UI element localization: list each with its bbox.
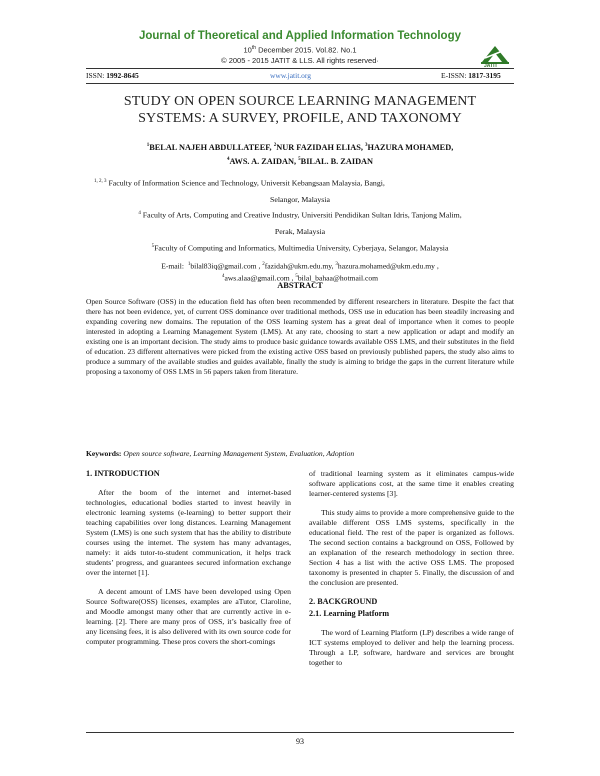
email-sup: 4 [221, 274, 225, 280]
abstract-heading: ABSTRACT [277, 281, 323, 290]
date-rest: December 2015. Vol.82. No.1 [256, 45, 357, 55]
keywords-text: Open source software, Learning Management System, Evaluation, Adoption [123, 449, 355, 458]
aff-line: Perak, Malaysia [274, 226, 326, 236]
abstract-text: Open Source Software (OSS) in the education field has often been recommended by different researchers in literature. Despite the fact that there has not been evidence, yet, of current OSS dominance over traditional methods, OSS use in education has been steadily increasing and expanding covering new domains. The reputation of the OSS learning system has a great deal of importance when it comes to people interested in adopting a Learning Management System (LMS). At any rate, choosing to start a new application or adapt and modify an existing one is an important decision. The study aims to produce basic guidance towards available OSS LMS, and their substitutes in the field of education. 23 different alternatives were picked from the existing active OSS based on previously published papers, the study also aims to produce a summary of the available studies and guides available, finally the study is aiming to bridge the gaps in the current literature while proposing a taxonomy of OSS LMS in 56 papers taken from literature. [86, 297, 514, 376]
paragraph: This study aims to provide a more comprehensive guide to the available different OSS LMS systems, specifically in the educational field. The rest of the paper is organized as follows. The second section contains a background on OSS, Followed by an explanation of the research methodology in section three. Section 4 has a list with the active OSS LMS. The proposed taxonomy is presented in chapter 5. Finally, the discussion of and the conclusion are presented. [309, 508, 514, 587]
email-link[interactable]: bilal_bahaa@hotmail.com [297, 273, 379, 283]
author-name: BELAL NAJEH ABDULLATEEF, [149, 142, 272, 152]
issn-label: ISSN: [86, 71, 107, 80]
email-label: E-mail: [161, 261, 185, 271]
issn [86, 71, 139, 80]
email-link[interactable]: bilal83iq@gmail.com , [190, 261, 261, 271]
aff-line: Faculty of Arts, Computing and Creative Industry, Universiti Pendidikan Sultan Idris, Tanjong Malim, [142, 210, 462, 220]
header-rule-top [86, 68, 514, 69]
email-sup: 1 [187, 262, 191, 267]
author-sup: 3 [365, 143, 368, 148]
email-sup: 5 [295, 274, 298, 280]
title-line-1: STUDY ON OPEN SOURCE LEARNING MANAGEMENT [123, 94, 477, 109]
eissn-value: 1817-3195 [468, 71, 501, 80]
aff-line: Faculty of Computing and Informatics, Multimedia University, Cyberjaya, Selangor, Malaysia [154, 243, 449, 253]
author-sup: 2 [273, 143, 277, 148]
author-name: HAZURA MOHAMED, [367, 142, 454, 152]
eissn-label: E-ISSN: [441, 71, 469, 80]
paragraph: After the boom of the internet and internet-based technologies, educational bodies started to invest heavily in electronic learning systems (e-learning) to better support their teaching capabilities over long distances. Learning Management System (LMS) is one such system that has the ability to distribute courses using the internet. The system has many advantages, namely: it aids tutor-to-student communication, it helps track students’ progress, and guarantees secured information exchange over the internet [1]. [86, 488, 291, 577]
website-link[interactable]: www.jatit.org [270, 71, 312, 80]
email-link[interactable]: aws.alaa@gmail.com , [224, 273, 294, 283]
date-day: 10 [243, 45, 252, 55]
logo-text: JATIT [484, 63, 498, 69]
date-sup: th [251, 45, 257, 51]
author-list [86, 140, 514, 168]
author-name: AWS. A. ZAIDAN, [229, 156, 297, 166]
email-sup: 2 [262, 262, 265, 267]
aff-sup: 1, 2, 3 [94, 179, 107, 184]
keywords [86, 449, 514, 458]
paragraph: The word of Learning Platform (LP) describes a wide range of ICT systems employed to deliver and help the learning process. Through a LP, software, hardware and services are brought together to [309, 628, 514, 667]
author-sup: 1 [146, 143, 150, 148]
aff-sup: 4 [138, 211, 141, 216]
aff-line: Faculty of Information Science and Technology, Universit Kebangsaan Malaysia, Bangi, [108, 178, 385, 188]
page-number: 93 [296, 737, 304, 746]
email-link[interactable]: fazidah@ukm.edu.my, [264, 261, 334, 271]
aff-line: Selangor, Malaysia [270, 194, 330, 204]
left-column [86, 469, 291, 656]
footer-rule [86, 732, 514, 733]
author-sup: 4 [226, 156, 230, 162]
paragraph: A decent amount of LMS have been developed using Open Source Software(OSS) licenses, examples are aTutor, Claroline, and Moodle amongst many other that are currently active in e-learning. [2]. There are many pros of OSS, it’s basically free of any licensing fees, it is also delivered with its own source code for computer programming. These pros covers the short-comings [86, 587, 291, 646]
journal-title: Journal of Theoretical and Applied Information Technology [138, 30, 462, 42]
author-sup: 5 [298, 156, 301, 162]
affiliation-3 [86, 241, 514, 254]
email-link[interactable]: hazura.mohamed@ukm.edu.my , [337, 261, 439, 271]
email-sup: 3 [335, 262, 338, 267]
section-heading-background: 2. BACKGROUND [309, 597, 378, 606]
affiliation-2 [86, 208, 514, 237]
copyright: © 2005 - 2015 JATIT & LLS. All rights reserved· [221, 56, 379, 65]
section-heading-introduction: 1. INTRODUCTION [86, 469, 160, 478]
paper-title [86, 93, 514, 127]
author-name: NUR FAZIDAH ELIAS, [276, 142, 363, 152]
keywords-label: Keywords: [86, 449, 122, 458]
right-column [309, 469, 514, 677]
eissn [441, 71, 501, 80]
aff-sup: 5 [151, 244, 155, 249]
subsection-heading-learning-platform: 2.1. Learning Platform [309, 609, 390, 618]
header-rule-bottom [86, 83, 514, 84]
affiliation-1 [86, 176, 514, 205]
paragraph: of traditional learning system as it eliminates campus-wide software applications cost, at the same time it enables creating learner-centered systems [3]. [309, 469, 514, 498]
issn-value: 1992-8645 [106, 71, 139, 80]
author-name: BILAL. B. ZAIDAN [300, 156, 374, 166]
title-line-2: SYSTEMS: A SURVEY, PROFILE, AND TAXONOMY [138, 111, 462, 126]
